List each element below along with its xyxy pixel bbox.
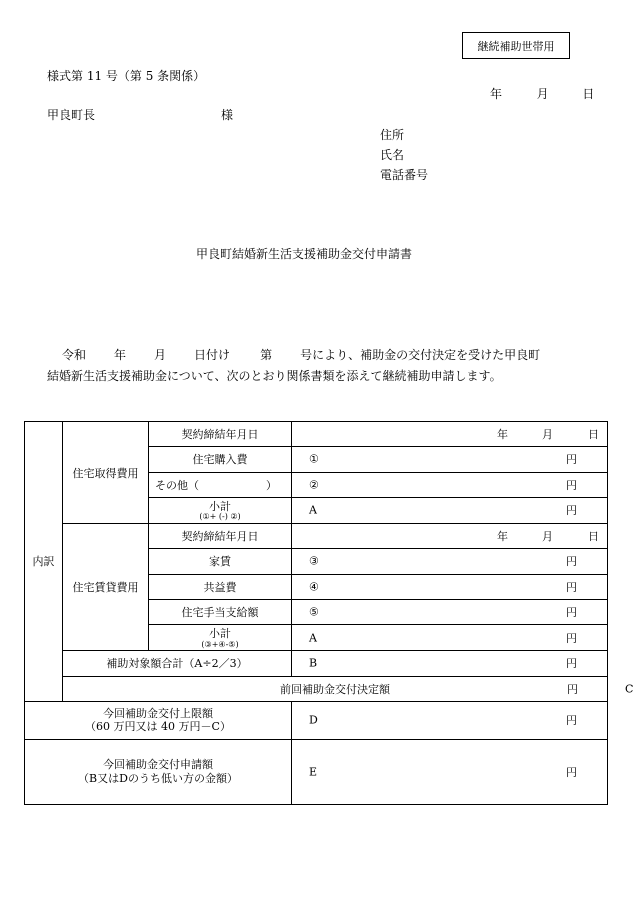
mark-E: E (309, 765, 318, 779)
limit-amount-value[interactable] (292, 701, 608, 739)
rental-contract-date-month: 月 (542, 530, 553, 544)
body-rest: 号により、補助金の交付決定を受けた甲良町 (300, 348, 541, 362)
request-amount-line-2: （B又はDのうち低い方の金額） (78, 772, 238, 786)
addressee-name: 甲良町長 (47, 108, 96, 122)
mark-B: B (309, 656, 318, 670)
applicant-name-label: 氏名 (380, 148, 405, 162)
yen-label: 円 (566, 580, 577, 594)
mark-C: C (625, 682, 633, 696)
yen-label: 円 (566, 504, 577, 518)
common-fee-value[interactable] (292, 574, 608, 599)
body-dated: 日付け (194, 348, 231, 362)
subtotal-label: 小計 (209, 626, 231, 640)
request-amount-label (25, 740, 292, 805)
contract-date-label: 契約締結年月日 (149, 422, 292, 447)
yen-label: 円 (566, 657, 577, 671)
rent-label: 家賃 (149, 549, 292, 574)
subtotal-acquisition-label (149, 497, 292, 523)
previous-amount-label: 前回補助金交付決定額 (63, 676, 608, 701)
mark-D: D (309, 713, 318, 727)
eligible-total-value[interactable] (292, 651, 608, 676)
other-cost-open: その他（ (155, 478, 199, 492)
contract-date-day: 日 (588, 428, 599, 442)
request-amount-line-1: 今回補助金交付申請額 (103, 758, 213, 772)
mark-A: A (309, 503, 317, 517)
limit-amount-label (25, 701, 292, 739)
mark-2: ② (309, 478, 319, 492)
other-cost-label (149, 472, 292, 497)
body-line-1 (62, 346, 540, 363)
document-title: 甲良町結婚新生活支援補助金交付申請書 (196, 247, 413, 261)
body-year: 年 (114, 348, 127, 362)
subtotal-rental-value[interactable] (292, 625, 608, 651)
subtotal-acquisition-value[interactable] (292, 497, 608, 523)
breakdown-label: 内訳 (25, 422, 63, 702)
subtotal-rental-label (149, 625, 292, 651)
contract-date-year: 年 (497, 428, 508, 442)
purchase-cost-label: 住宅購入費 (149, 447, 292, 472)
yen-label: 円 (566, 766, 577, 780)
breakdown-table (24, 421, 633, 805)
yen-label: 円 (566, 478, 577, 492)
rental-contract-date-day: 日 (588, 530, 599, 544)
other-cost-close: ） (266, 478, 277, 492)
date-year: 年 (490, 87, 503, 101)
mark-1: ① (309, 452, 319, 466)
mark-A: A (309, 631, 317, 645)
housing-allowance-value[interactable] (292, 599, 608, 624)
mark-5: ⑤ (309, 605, 319, 619)
common-fee-label: 共益費 (149, 574, 292, 599)
mark-4: ④ (309, 580, 319, 594)
form-number: 様式第 11 号（第 5 条関係） (47, 69, 206, 83)
housing-acquisition-label: 住宅取得費用 (63, 422, 149, 524)
yen-label: 円 (566, 453, 577, 467)
body-line-2: 結婚新生活支援補助金について、次のとおり関係書類を添えて継続補助申請します。 (47, 369, 502, 383)
submission-date (490, 85, 594, 102)
continuation-badge: 継続補助世帯用 (462, 32, 570, 59)
request-amount-value[interactable] (292, 740, 608, 805)
rent-value[interactable] (292, 549, 608, 574)
body-dai: 第 (260, 348, 273, 362)
rental-contract-date-value[interactable] (292, 524, 608, 549)
subtotal-label: 小計 (209, 499, 231, 513)
purchase-cost-value[interactable] (292, 447, 608, 472)
other-cost-value[interactable] (292, 472, 608, 497)
applicant-phone-label: 電話番号 (380, 168, 429, 182)
limit-amount-line-2: （60 万円又は 40 万円－C） (85, 720, 231, 734)
yen-label: 円 (567, 682, 578, 696)
contract-date-month: 月 (542, 428, 553, 442)
subtotal-formula-rental: (③+④-⑤) (201, 639, 239, 649)
body-reiwa: 令和 (62, 348, 87, 362)
yen-label: 円 (566, 555, 577, 569)
date-day: 日 (582, 87, 595, 101)
subtotal-formula-acquisition: (①+ (-) ②) (199, 512, 241, 522)
contract-date-value[interactable] (292, 422, 608, 447)
limit-amount-line-1: 今回補助金交付上限額 (103, 706, 213, 720)
date-month: 月 (536, 87, 549, 101)
eligible-total-label: 補助対象額合計（A÷2／3） (63, 651, 292, 676)
rental-contract-date-year: 年 (497, 530, 508, 544)
yen-label: 円 (566, 631, 577, 645)
contract-date-label: 契約締結年月日 (149, 524, 292, 549)
addressee-honorific: 様 (221, 108, 234, 122)
yen-label: 円 (566, 605, 577, 619)
housing-rental-label: 住宅賃貸費用 (63, 524, 149, 651)
housing-allowance-label: 住宅手当支給額 (149, 599, 292, 624)
body-month: 月 (154, 348, 167, 362)
mark-3: ③ (309, 554, 319, 568)
yen-label: 円 (566, 714, 577, 728)
applicant-address-label: 住所 (380, 128, 405, 142)
